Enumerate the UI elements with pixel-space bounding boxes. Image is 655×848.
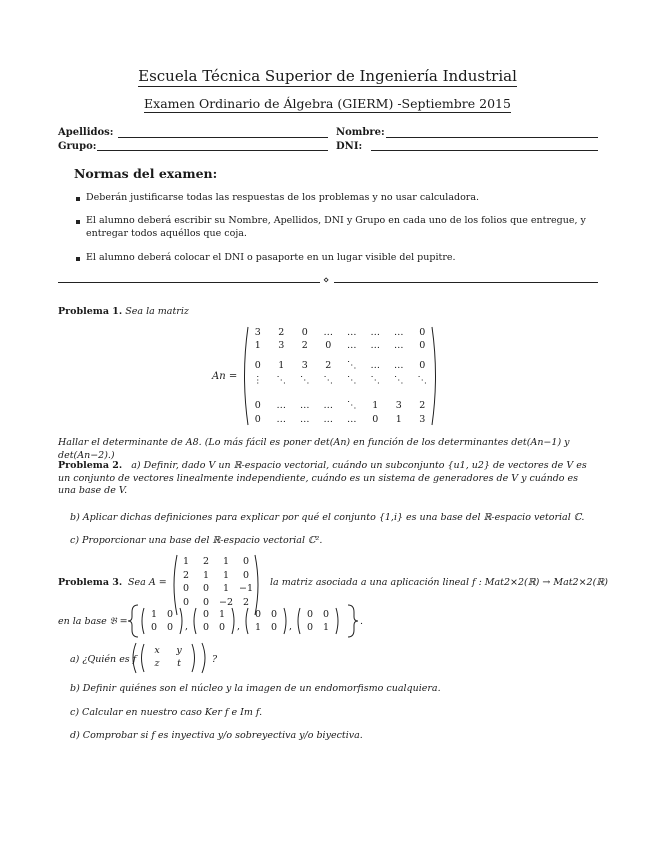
matrix-a-cell: … (370, 327, 380, 338)
matrix-a-cell: … (300, 414, 310, 425)
bracket (348, 605, 358, 637)
norma-1: Deberán justificarse todas las respuestas de los problemas y no usar calculadora. (86, 192, 480, 203)
p1-lhs: An = (212, 371, 238, 382)
basis-cell: 0 (202, 622, 210, 633)
matrix-a-cell: 3 (419, 414, 426, 425)
matrix-a3-cell: −1 (238, 583, 253, 594)
basis-cell: 0 (306, 622, 314, 633)
matrix-a-cell: … (370, 340, 380, 351)
matrix-a3-cell: 0 (242, 569, 250, 581)
bullet-icon (76, 220, 80, 224)
matrix-a-cell: … (394, 327, 404, 338)
nombre-label: Nombre: (336, 127, 385, 138)
matrix-a3-cell: 1 (222, 569, 230, 581)
p3-a-matrix-cell: t (177, 658, 181, 669)
matrix-a-cell: 1 (254, 340, 261, 351)
matrix-a-cell: 1 (372, 400, 379, 411)
p3-a-end: ? (212, 654, 218, 665)
matrix-a (246, 327, 436, 427)
bracket (128, 605, 138, 637)
apellidos-field[interactable] (118, 137, 328, 138)
problem-1: Problema 1. Sea la matriz (58, 306, 189, 317)
matrix-a-cell: 3 (278, 340, 285, 351)
bullet-icon (76, 197, 80, 201)
basis-cell: 1 (150, 609, 158, 620)
exam-title: Examen Ordinario de Álgebra (GIERM) -Septiembre 2015 (144, 96, 511, 111)
matrix-a-cell: 0 (254, 360, 261, 371)
matrix-a-cell: 2 (278, 327, 285, 338)
matrix-a-cell: 0 (419, 340, 426, 351)
p3-a-matrix (146, 645, 194, 673)
matrix-a-cell: ⋱ (417, 375, 427, 386)
divider-left (58, 282, 320, 283)
matrix-a-cell: … (323, 414, 333, 425)
matrix-a-cell: … (276, 414, 286, 425)
bullet-icon (76, 257, 80, 261)
matrix-a-cell: ⋱ (347, 400, 357, 411)
matrix-a-cell: … (347, 340, 357, 351)
basis-b (128, 604, 368, 638)
p1-question: Hallar el determinante de A8. (Lo más fácil es poner det(An) en función de los determinantes det(An−1) y det(An−2).) (58, 437, 570, 461)
matrix-a3-cell: 1 (222, 583, 230, 594)
basis-cell: 1 (218, 609, 226, 620)
matrix-a3-cell: 2 (242, 596, 250, 608)
matrix-a-cell: ⋱ (347, 375, 357, 386)
matrix-a-cell: … (276, 400, 286, 411)
bracket (336, 608, 338, 634)
matrix-a-cell: … (394, 340, 404, 351)
matrix-a3-cell: 0 (242, 556, 250, 567)
matrix-a-cell: ⋱ (370, 375, 380, 386)
p3-a-matrix-cell: z (154, 658, 160, 669)
matrix-a-cell: … (370, 360, 380, 371)
matrix-a-cell: … (300, 400, 310, 411)
grupo-field[interactable] (97, 150, 328, 151)
period: . (360, 616, 364, 627)
p3-sea: Sea A = (128, 577, 167, 588)
matrix-a-cell: 0 (419, 360, 426, 371)
matrix-a-cell: … (394, 360, 404, 371)
matrix-a3-cell: 1 (182, 556, 190, 567)
p3-base: en la base 𝔅 = (58, 616, 128, 627)
matrix-a3-cell: −2 (218, 596, 233, 608)
bracket (246, 608, 248, 634)
matrix-a-cell: … (347, 327, 357, 338)
matrix-a3-cell: 0 (182, 596, 190, 608)
p3-a-matrix-cell: x (154, 645, 160, 656)
matrix-a-cell: ⋱ (276, 375, 286, 386)
basis-cell: 0 (254, 609, 262, 620)
basis-cell: 1 (254, 622, 262, 633)
school-title: Escuela Técnica Superior de Ingeniería Industrial (138, 67, 517, 85)
basis-cell: 0 (166, 609, 174, 620)
matrix-a-cell: 0 (254, 400, 261, 411)
matrix-a-cell: 3 (395, 400, 402, 411)
p3-a-matrix-cell: y (176, 645, 182, 656)
matrix-a3-cell: 2 (202, 556, 210, 567)
comma: , (289, 621, 293, 632)
apellidos-label: Apellidos: (58, 127, 114, 138)
matrix-a-cell: 3 (254, 327, 261, 338)
matrix-a-cell: 2 (301, 340, 308, 351)
matrix-a-cell: ⋱ (347, 360, 357, 371)
basis-cell: 0 (306, 609, 314, 620)
dni-label: DNI: (336, 141, 363, 152)
grupo-label: Grupo: (58, 141, 97, 152)
basis-cell: 0 (270, 622, 278, 633)
basis-cell: 0 (166, 622, 174, 633)
basis-cell: 0 (150, 622, 158, 633)
bracket (284, 608, 286, 634)
matrix-a-cell: 0 (301, 327, 308, 338)
p3-label: Problema 3. (58, 577, 123, 588)
matrix-a3-cell: 2 (182, 569, 190, 581)
basis-cell: 0 (270, 609, 278, 620)
normas-title: Normas del examen: (74, 166, 218, 181)
bracket (232, 608, 234, 634)
bracket (194, 608, 196, 634)
dni-field[interactable] (371, 150, 598, 151)
matrix-a3-cell: 1 (202, 569, 210, 581)
matrix-a-cell: 0 (372, 414, 379, 425)
matrix-a-cell: … (323, 400, 333, 411)
matrix-a-cell: … (347, 414, 357, 425)
matrix-a3-cell: 1 (222, 556, 230, 567)
norma-2: El alumno deberá escribir su Nombre, Apellidos, DNI y Grupo en cada uno de los folios que entregue, y entregar todos aquéllos que coja. (86, 215, 586, 239)
problem-2: Problema 2. a) Definir, dado V un ℝ-espacio vectorial, cuándo un subconjunto {u1, u2} de vectores de V es un conjunto de vectores linealmente independiente, cuándo es un sistema de generadores de V y cuándo es una base de V. (58, 460, 587, 496)
matrix-a3-cell: 0 (202, 583, 210, 594)
basis-cell: 0 (202, 609, 210, 620)
matrix-a-cell: 0 (325, 340, 332, 351)
comma: , (185, 621, 189, 632)
matrix-a-cell: 3 (301, 360, 308, 371)
basis-cell: 0 (322, 609, 330, 620)
matrix-a-cell: ⋱ (300, 375, 310, 386)
norma-3: El alumno deberá colocar el DNI o pasaporte en un lugar visible del pupitre. (86, 252, 456, 263)
matrix-a-cell: 0 (419, 327, 426, 338)
p3-d: d) Comprobar si f es inyectiva y/o sobreyectiva y/o biyectiva. (70, 730, 363, 741)
matrix-a3-cell: 0 (182, 583, 190, 594)
diamond-icon: ⋄ (323, 275, 330, 286)
matrix-a-cell: … (323, 327, 333, 338)
basis-cell: 0 (218, 622, 226, 633)
matrix-a3-cell: 0 (202, 596, 210, 608)
p3-after: la matriz asociada a una aplicación lineal f : Mat2×2(ℝ) → Mat2×2(ℝ) (270, 577, 608, 588)
matrix-a-cell: 1 (395, 414, 402, 425)
matrix-a-cell: 0 (254, 414, 261, 425)
matrix-a-cell: 1 (278, 360, 285, 371)
matrix-a-cell: ⋱ (394, 375, 404, 386)
matrix-a-cell: 2 (325, 360, 332, 371)
divider-right (334, 282, 598, 283)
p2-b: b) Aplicar dichas definiciones para explicar por qué el conjunto {1,i} es una base del ℝ-espacio vetorial ℂ. (70, 512, 585, 523)
p3-a: a) ¿Quién es f (70, 654, 137, 665)
comma: , (237, 621, 241, 632)
matrix-a-cell: ⋮ (253, 375, 263, 386)
matrix-a-cell: ⋱ (323, 375, 333, 386)
p3-c: c) Calcular en nuestro caso Ker f e Im f. (70, 707, 263, 718)
p2-c: c) Proporcionar una base del ℝ-espacio vectorial ℂ². (70, 535, 323, 546)
p3-b: b) Definir quiénes son el núcleo y la imagen de un endomorfismo cualquiera. (70, 683, 441, 694)
bracket (180, 608, 182, 634)
basis-cell: 1 (322, 622, 330, 633)
matrix-a-cell: 2 (419, 400, 426, 411)
bracket (142, 608, 144, 634)
bracket (298, 608, 300, 634)
nombre-field[interactable] (386, 137, 598, 138)
